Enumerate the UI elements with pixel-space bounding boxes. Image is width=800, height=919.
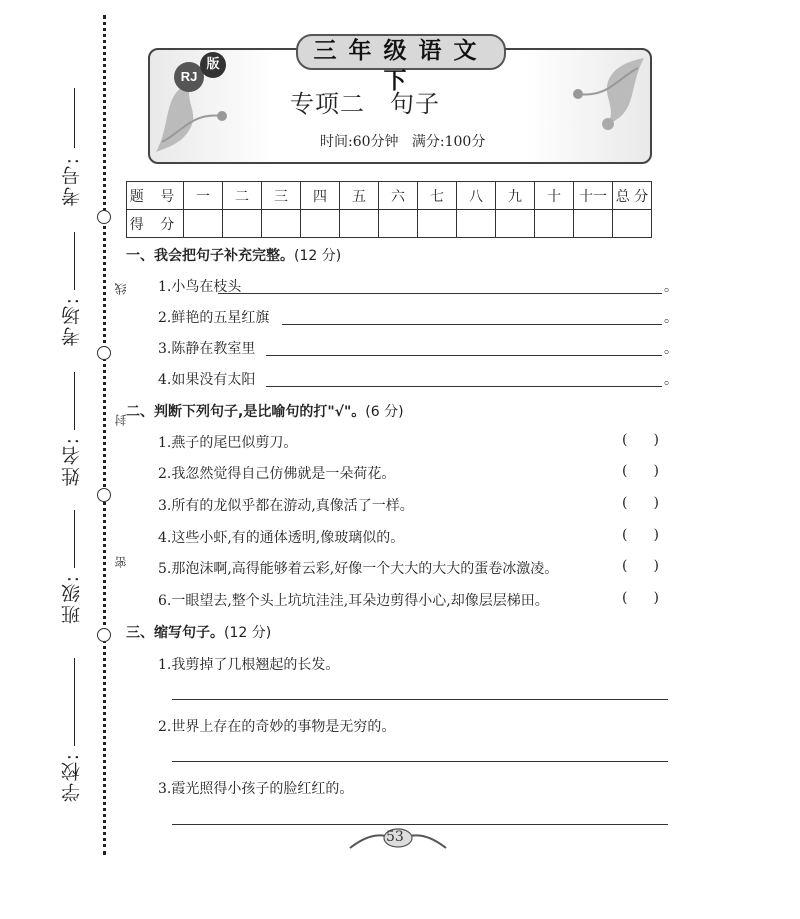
question-text: 1.燕子的尾巴似剪刀。 — [158, 435, 298, 451]
answer-parentheses[interactable]: () — [622, 558, 685, 574]
table-cell: 十一 — [574, 182, 613, 210]
score-entry-cell[interactable] — [379, 210, 418, 238]
answer-blank[interactable] — [266, 355, 662, 356]
score-entry-cell[interactable] — [457, 210, 496, 238]
cut-word-feng: 封 — [114, 414, 128, 426]
answer-parentheses[interactable]: () — [622, 495, 685, 511]
table-cell: 四 — [301, 182, 340, 210]
binding-hole — [97, 628, 111, 642]
school-label: 学校: — [61, 752, 83, 803]
page-title: 专项二 句子 — [290, 90, 440, 118]
score-table-header-row — [127, 182, 652, 210]
school-line — [74, 658, 75, 746]
section-score: (12 分) — [294, 248, 342, 264]
exam-room-line — [74, 232, 75, 290]
answer-blank[interactable] — [282, 324, 662, 325]
answer-parentheses[interactable]: () — [622, 590, 685, 606]
section-score: (12 分) — [224, 625, 272, 641]
section-heading — [126, 622, 271, 642]
table-cell: 总 分 — [613, 182, 652, 210]
score-table — [126, 181, 652, 238]
question-text: 3.所有的龙似乎都在游动,真像活了一样。 — [158, 498, 414, 514]
name-label: 姓名: — [61, 436, 83, 487]
answer-blank[interactable] — [266, 386, 662, 387]
question-text: 2.世界上存在的奇妙的事物是无穷的。 — [158, 719, 396, 735]
question-text: 6.一眼望去,整个头上坑坑洼洼,耳朵边剪得小心,却像层层梯田。 — [158, 593, 549, 609]
period-mark: 。 — [664, 372, 678, 388]
table-cell: 三 — [262, 182, 301, 210]
page-number: 53 — [386, 829, 404, 845]
answer-line[interactable] — [172, 824, 668, 825]
edition-badge: RJ — [174, 62, 204, 92]
binding-dotted-line — [103, 15, 106, 855]
period-mark: 。 — [664, 310, 678, 326]
cut-word-xian: 线 — [114, 283, 128, 295]
full-score: 满分:100分 — [411, 134, 486, 150]
section-heading — [126, 245, 341, 265]
score-entry-cell[interactable] — [496, 210, 535, 238]
class-line — [74, 510, 75, 568]
exam-room-label: 考场: — [61, 296, 83, 347]
answer-blank[interactable] — [218, 293, 662, 294]
section-score: (6 分) — [365, 404, 404, 420]
question-text: 2.鲜艳的五星红旗 — [158, 310, 270, 326]
table-cell: 七 — [418, 182, 457, 210]
table-cell: 题 号 — [127, 182, 184, 210]
exam-number-label: 考号: — [61, 156, 83, 207]
question-text: 4.如果没有太阳 — [158, 372, 256, 388]
period-mark: 。 — [664, 279, 678, 295]
question-text: 1.我剪掉了几根翘起的长发。 — [158, 657, 340, 673]
answer-parentheses[interactable]: () — [622, 463, 685, 479]
score-entry-cell[interactable] — [418, 210, 457, 238]
time-limit: 时间:60分钟 — [320, 134, 399, 150]
binding-hole — [97, 210, 111, 224]
score-entry-cell[interactable] — [574, 210, 613, 238]
table-cell: 二 — [223, 182, 262, 210]
table-cell: 得 分 — [127, 210, 184, 238]
section-heading — [126, 401, 404, 421]
question-text: 5.那泡沫啊,高得能够着云彩,好像一个大大的大大的蛋卷冰激凌。 — [158, 561, 559, 577]
exam-meta — [320, 131, 485, 151]
answer-line[interactable] — [172, 699, 668, 700]
score-entry-cell[interactable] — [535, 210, 574, 238]
table-cell: 十 — [535, 182, 574, 210]
name-line — [74, 372, 75, 430]
table-cell: 八 — [457, 182, 496, 210]
score-table-score-row — [127, 210, 652, 238]
table-cell: 六 — [379, 182, 418, 210]
question-text: 3.霞光照得小孩子的脸红红的。 — [158, 781, 354, 797]
question-text: 4.这些小虾,有的通体透明,像玻璃似的。 — [158, 530, 405, 546]
question-text: 2.我忽然觉得自己仿佛就是一朵荷花。 — [158, 466, 396, 482]
class-label: 班级: — [61, 574, 83, 625]
score-entry-cell[interactable] — [340, 210, 379, 238]
exam-number-line — [74, 88, 75, 148]
score-entry-cell[interactable] — [262, 210, 301, 238]
score-entry-cell[interactable] — [613, 210, 652, 238]
table-cell: 九 — [496, 182, 535, 210]
binding-hole — [97, 346, 111, 360]
section-title: 三、缩写句子。 — [126, 625, 224, 641]
edition-suffix-badge: 版 — [200, 52, 226, 78]
score-entry-cell[interactable] — [184, 210, 223, 238]
period-mark: 。 — [664, 341, 678, 357]
binding-hole — [97, 488, 111, 502]
question-text: 1.小鸟在枝头 — [158, 279, 242, 295]
section-title: 二、判断下列句子,是比喻句的打"√"。 — [126, 404, 366, 420]
grade-ribbon: 三年级语文下 — [296, 34, 506, 70]
table-cell: 五 — [340, 182, 379, 210]
cut-word-mi: 密 — [114, 556, 128, 568]
score-entry-cell[interactable] — [223, 210, 262, 238]
table-cell: 一 — [184, 182, 223, 210]
floral-ornament-icon — [548, 52, 648, 160]
answer-line[interactable] — [172, 761, 668, 762]
section-title: 一、我会把句子补充完整。 — [126, 248, 294, 264]
answer-parentheses[interactable]: () — [622, 432, 685, 448]
answer-parentheses[interactable]: () — [622, 527, 685, 543]
score-entry-cell[interactable] — [301, 210, 340, 238]
question-text: 3.陈静在教室里 — [158, 341, 256, 357]
